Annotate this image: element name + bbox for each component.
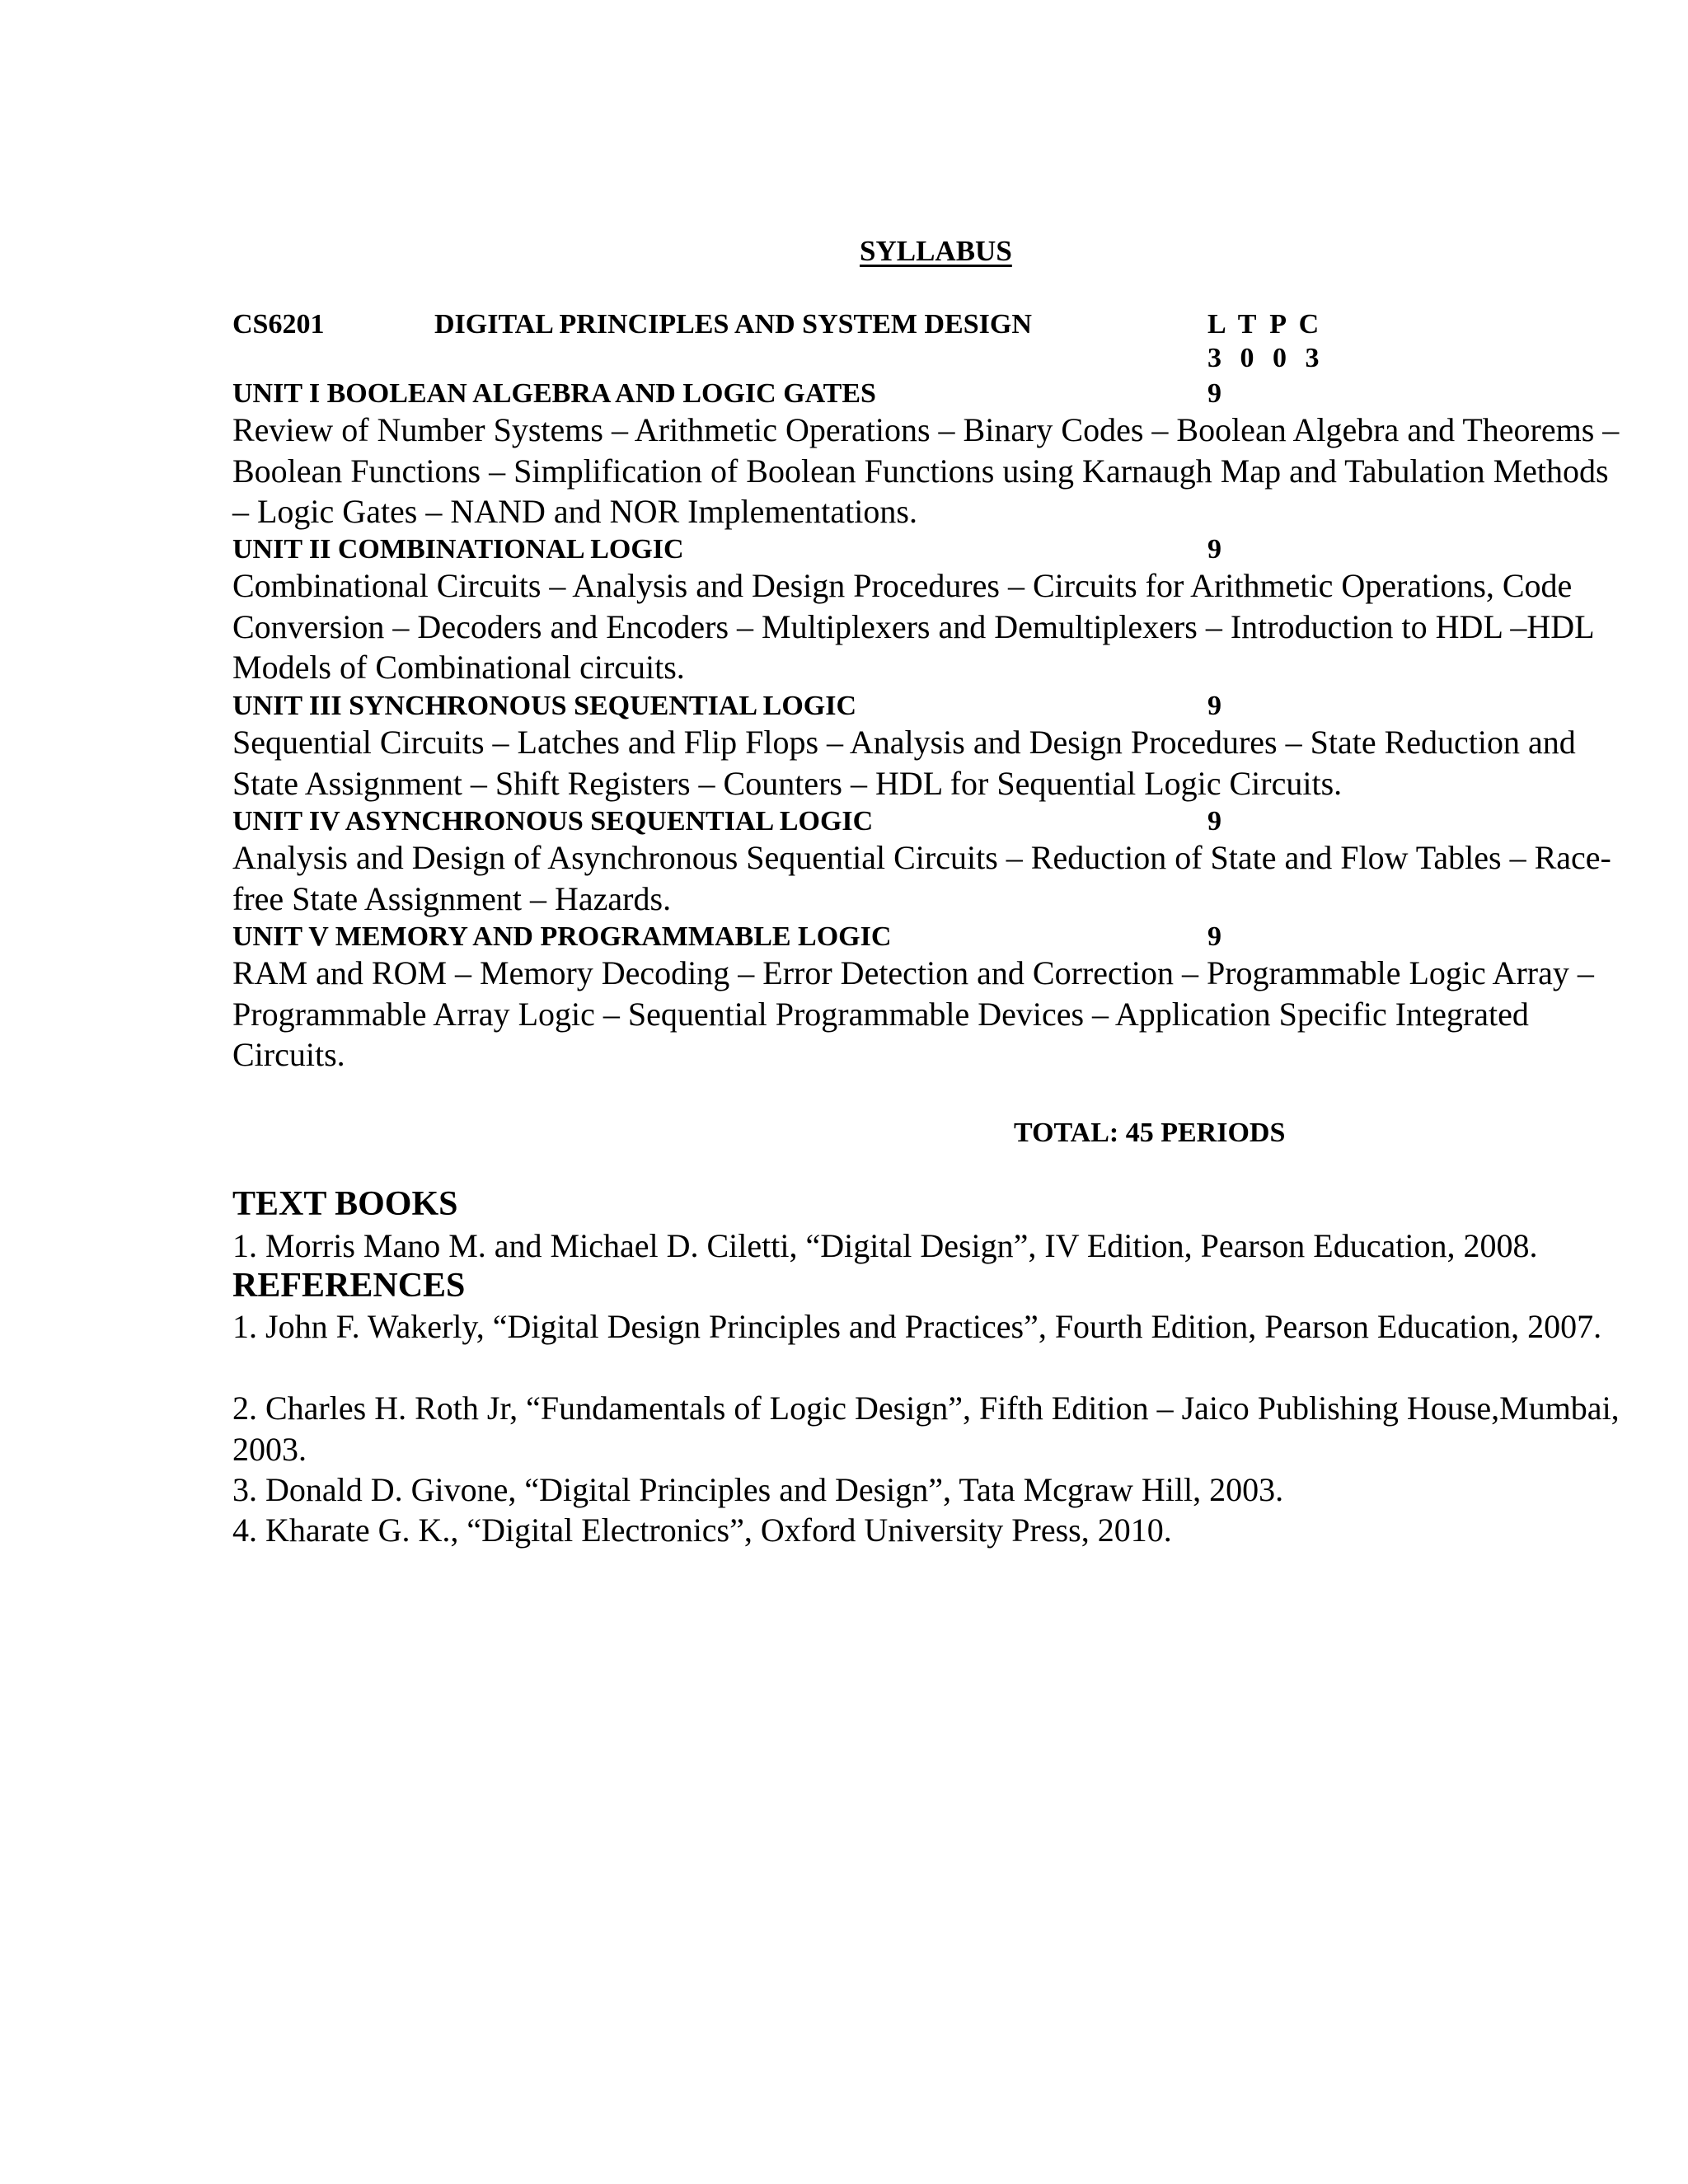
unit-heading-4 [232, 804, 1634, 839]
course-header [0, 307, 1688, 342]
unit-hours: 9 [1207, 921, 1221, 952]
unit-content-1: Review of Number Systems – Arithmetic Operations – Binary Codes – Boolean Algebra and Theorems – Boolean Functions – Simplification of Boolean Functions using Karnaugh Map and Tabulation Methods – Logic Gates – NAND and NOR Implementations. [232, 411, 1620, 530]
page-title: SYLLABUS [860, 235, 1012, 267]
unit-title: UNIT V MEMORY AND PROGRAMMABLE LOGIC [232, 921, 892, 952]
unit-hours: 9 [1207, 691, 1221, 721]
unit-hours: 9 [1207, 534, 1221, 565]
unit-title: UNIT IV ASYNCHRONOUS SEQUENTIAL LOGIC [232, 806, 874, 837]
references-heading: REFERENCES [232, 1267, 466, 1305]
unit-heading-5 [232, 920, 1634, 954]
reference-item: 3. Donald D. Givone, “Digital Principles and Design”, Tata Mcgraw Hill, 2003. [232, 1471, 1284, 1508]
course-name: DIGITAL PRINCIPLES AND SYSTEM DESIGN [434, 309, 1032, 340]
unit-title: UNIT I BOOLEAN ALGEBRA AND LOGIC GATES [232, 378, 876, 409]
unit-content-4: Analysis and Design of Asynchronous Sequential Circuits – Reduction of State and Flow Tables – Race-free State Assignment – Hazards. [232, 839, 1611, 917]
unit-hours: 9 [1207, 378, 1221, 409]
unit-content-3: Sequential Circuits – Latches and Flip Flops – Analysis and Design Procedures – State Reduction and State Assignment – Shift Registers – Counters – HDL for Sequential Logic Circuits. [232, 724, 1576, 802]
unit-heading-1 [232, 377, 1634, 411]
ltpc-values: 3 0 0 3 [1207, 343, 1325, 373]
text-book-item: 1. Morris Mano M. and Michael D. Ciletti, “Digital Design”, IV Edition, Pearson Education, 2008. [232, 1227, 1538, 1264]
reference-item: 4. Kharate G. K., “Digital Electronics”, Oxford University Press, 2010. [232, 1511, 1172, 1549]
unit-title: UNIT II COMBINATIONAL LOGIC [232, 534, 684, 565]
unit-title: UNIT III SYNCHRONOUS SEQUENTIAL LOGIC [232, 691, 857, 721]
unit-heading-2 [232, 532, 1634, 567]
reference-item: 2. Charles H. Roth Jr, “Fundamentals of Logic Design”, Fifth Edition – Jaico Publishing House,Mumbai, 2003. [232, 1390, 1620, 1468]
reference-item: 1. John F. Wakerly, “Digital Design Principles and Practices”, Fourth Edition, Pearson Education, 2007. [232, 1308, 1602, 1345]
ltpc-header: L T P C [1207, 309, 1323, 340]
text-books-heading: TEXT BOOKS [232, 1185, 458, 1223]
total-periods: TOTAL: 45 PERIODS [1014, 1118, 1286, 1148]
unit-content-2: Combinational Circuits – Analysis and Design Procedures – Circuits for Arithmetic Operations, Code Conversion – Decoders and Encoders – Multiplexers and Demultiplexers – Introduction to HDL –HDL Models of Combinational circuits. [232, 567, 1594, 686]
unit-content-5: RAM and ROM – Memory Decoding – Error Detection and Correction – Programmable Logic Array –Programmable Array Logic – Sequential Programmable Devices – Application Specific Integrated Circuits. [232, 954, 1594, 1073]
unit-heading-3 [232, 689, 1634, 724]
course-code: CS6201 [232, 309, 325, 340]
unit-hours: 9 [1207, 806, 1221, 837]
